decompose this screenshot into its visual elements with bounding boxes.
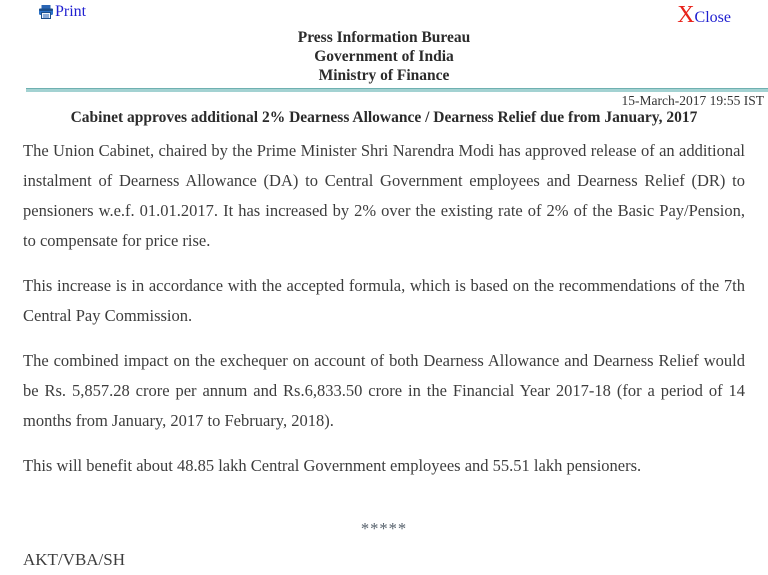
printer-icon: [38, 4, 54, 20]
close-x-icon: X: [677, 2, 695, 28]
print-button[interactable]: [38, 3, 86, 21]
letterhead-government: Government of India: [314, 48, 454, 65]
release-body: [23, 136, 745, 481]
close-label: Close: [694, 9, 731, 26]
release-headline: Cabinet approves additional 2% Dearness Allowance / Dearness Relief due from January, 2017: [70, 109, 698, 126]
paragraph-1: The Union Cabinet, chaired by the Prime Minister Shri Narendra Modi has approved release of an additional instalment of Dearness Allowance (DA) to Central Government employees and Dearness Relief (DR) to pensioners w.e.f. 01.01.2017. It has increased by 2% over the existing rate of 2% of the Basic Pay/Pension, to compensate for price rise.: [23, 141, 745, 250]
release-datetime: 15-March-2017 19:55 IST: [621, 93, 764, 108]
letterhead-ministry: Ministry of Finance: [318, 67, 450, 84]
paragraph-4: This will benefit about 48.85 lakh Central Government employees and 55.51 lakh pensioners.: [23, 456, 642, 475]
print-label: Print: [55, 3, 87, 20]
footer-code: AKT/VBA/SH: [23, 550, 126, 569]
paragraph-2: This increase is in accordance with the accepted formula, which is based on the recommendations of the 7th Central Pay Commission.: [23, 276, 745, 325]
asterisk-separator: *****: [360, 519, 408, 538]
close-button[interactable]: [677, 2, 731, 29]
toolbar: [0, 0, 768, 26]
paragraph-3: The combined impact on the exchequer on account of both Dearness Allowance and Dearness Relief would be Rs. 5,857.28 crore per annum and Rs.6,833.50 crore in the Financial Year 2017-18 (for a period of 14 months from January, 2017 to February, 2018).: [23, 351, 745, 430]
letterhead: [0, 28, 768, 85]
letterhead-bureau: Press Information Bureau: [297, 29, 471, 46]
